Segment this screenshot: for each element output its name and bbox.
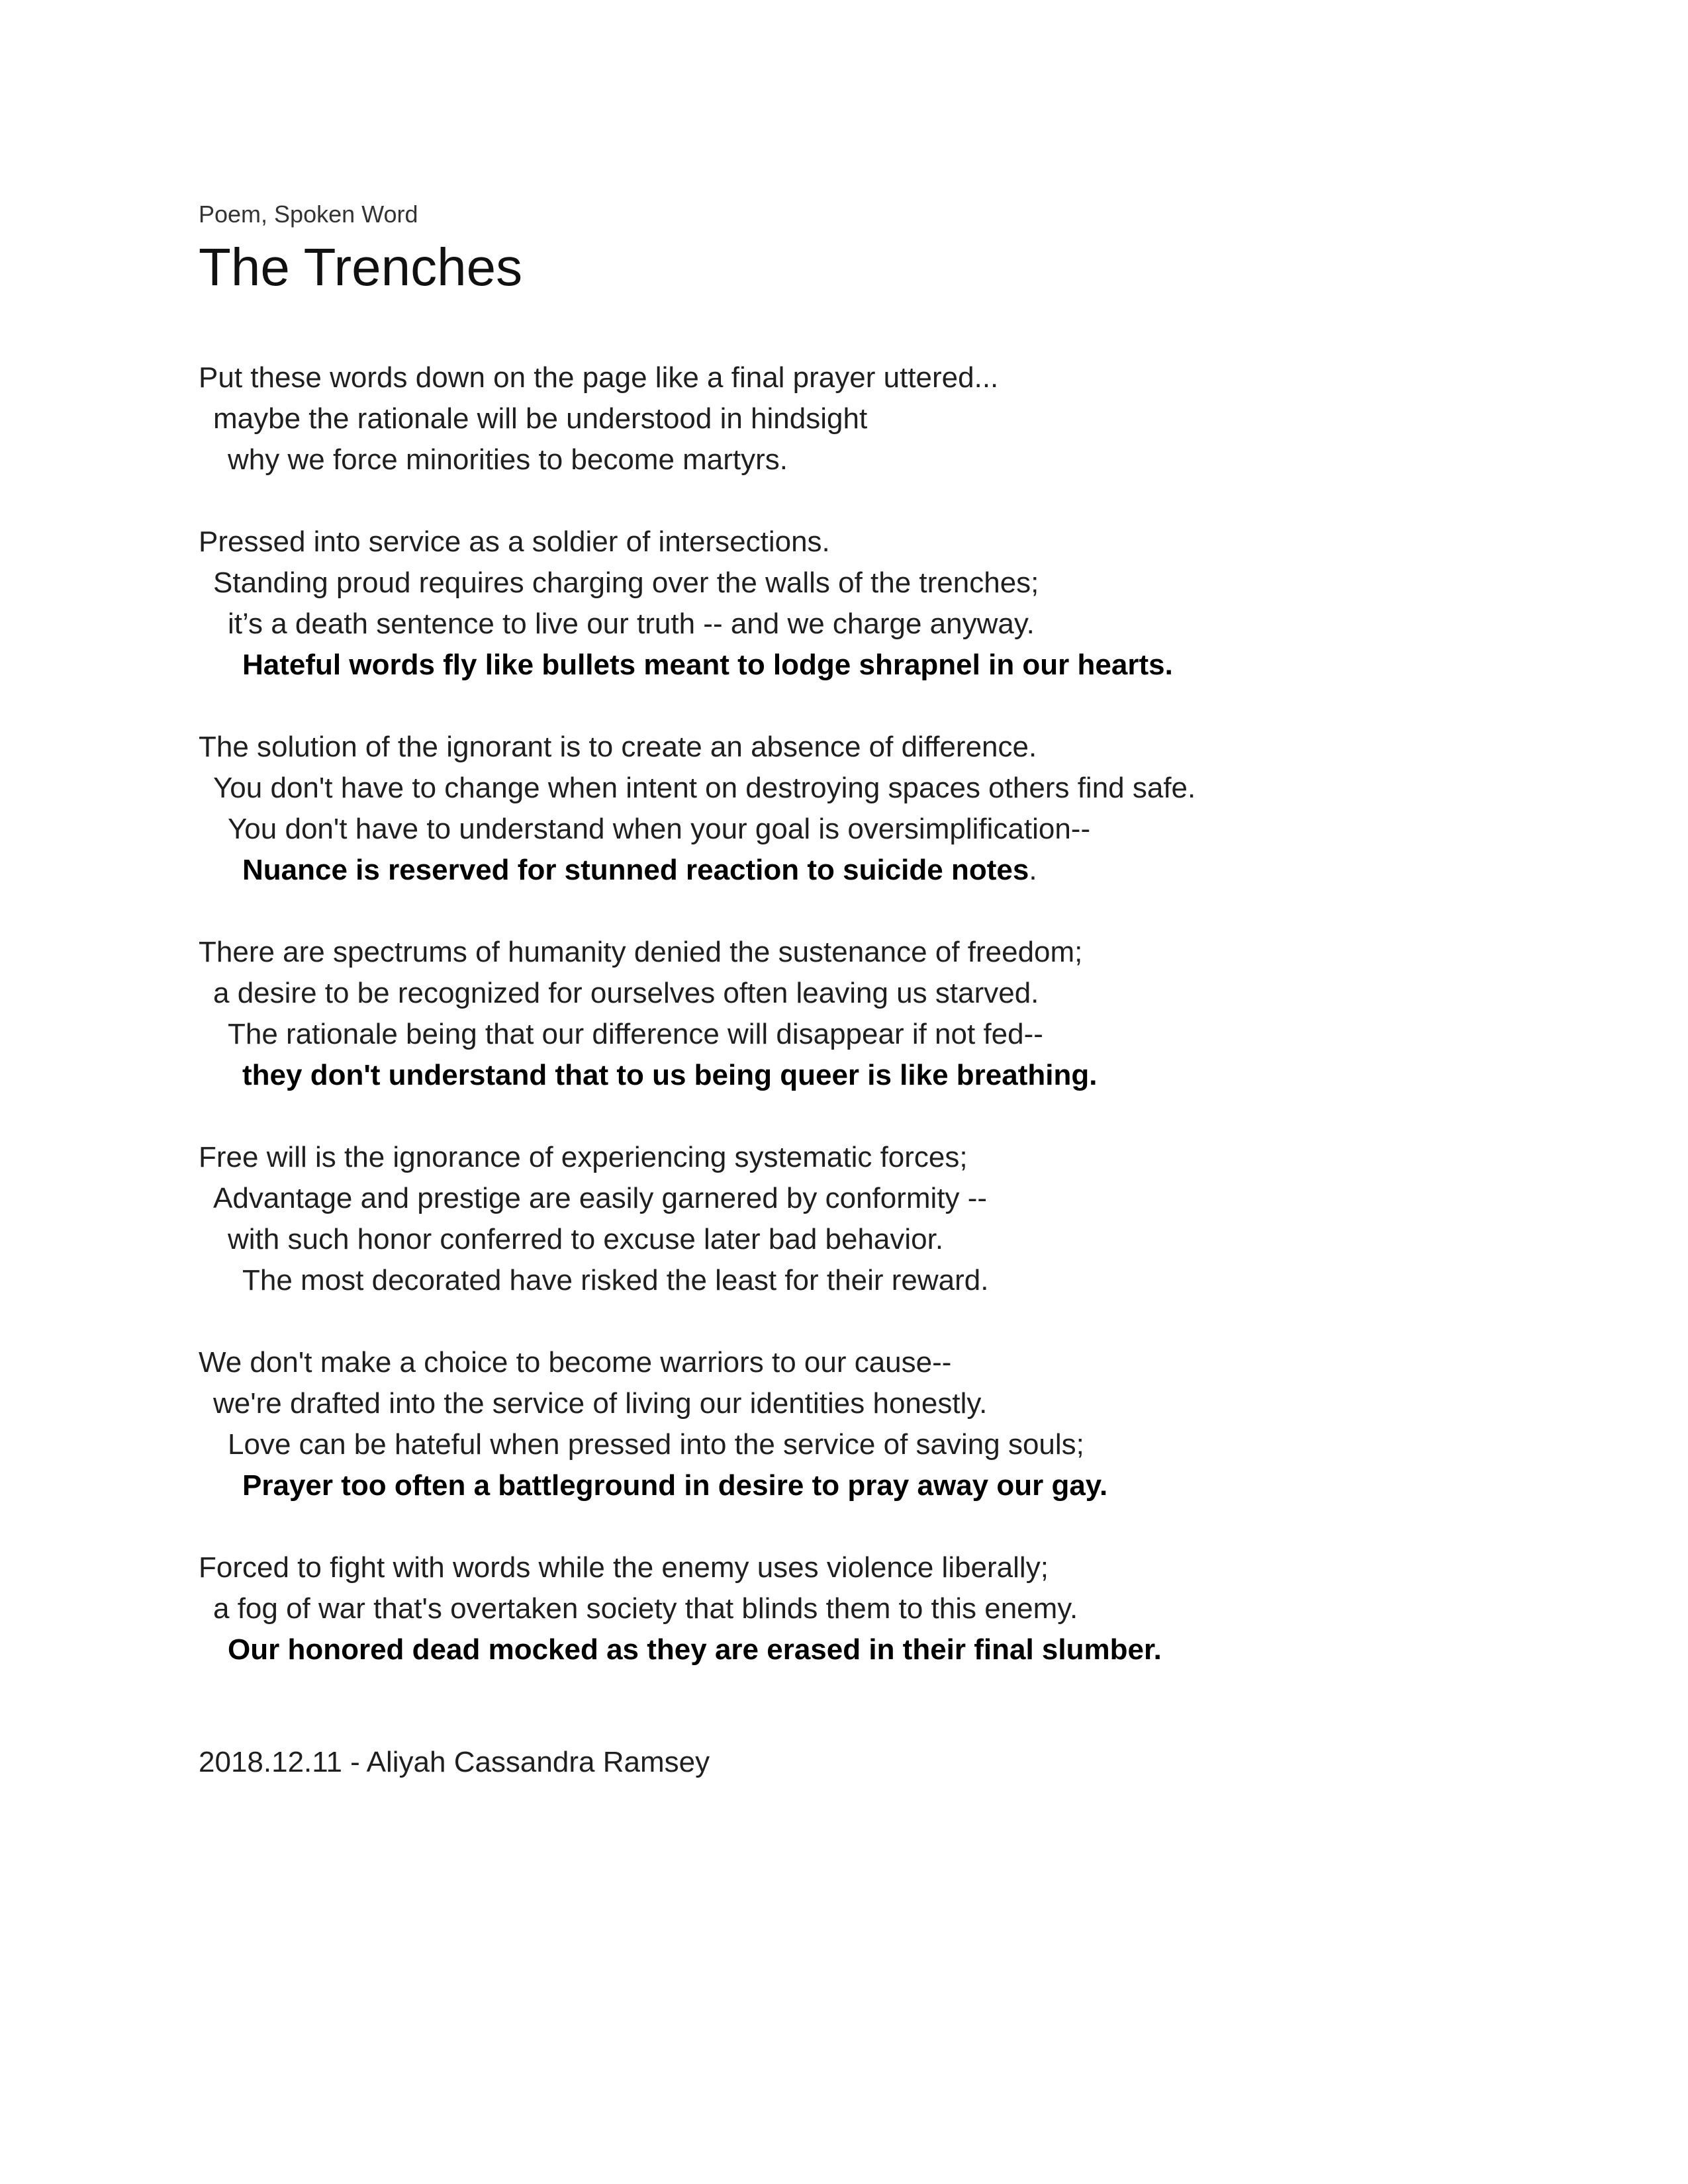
stanza-4 xyxy=(199,932,1523,1096)
poem-line: We don't make a choice to become warriors to our cause-- xyxy=(199,1346,952,1379)
stanza-2 xyxy=(199,522,1523,686)
poem-line: Pressed into service as a soldier of intersections. xyxy=(199,525,830,558)
poem-line-emphasis: Our honored dead mocked as they are erased in their final slumber. xyxy=(228,1633,1162,1666)
poem-line: You don't have to change when intent on destroying spaces others find safe. xyxy=(213,772,1196,804)
poem-line-emphasis: Prayer too often a battleground in desire to pray away our gay. xyxy=(242,1469,1108,1502)
stanza-1 xyxy=(199,357,1523,480)
stanza-3 xyxy=(199,727,1523,891)
document-page xyxy=(199,199,1523,1783)
poem-line-emphasis: Hateful words fly like bullets meant to lodge shrapnel in our hearts. xyxy=(242,649,1173,681)
signature-date-author: 2018.12.11 - Aliyah Cassandra Ramsey xyxy=(199,1746,710,1778)
poem-line: Advantage and prestige are easily garnered by conformity -- xyxy=(213,1182,988,1214)
stanza-7 xyxy=(199,1547,1523,1670)
poem-line: Free will is the ignorance of experiencing systematic forces; xyxy=(199,1141,968,1173)
poem-line: Love can be hateful when pressed into the service of saving souls; xyxy=(228,1428,1084,1461)
poem-line-suffix: . xyxy=(1029,854,1037,886)
poem-line: Put these words down on the page like a final prayer uttered... xyxy=(199,361,999,394)
poem-body xyxy=(199,357,1523,1670)
poem-line: maybe the rationale will be understood in hindsight xyxy=(213,402,868,435)
poem-line-emphasis: they don't understand that to us being queer is like breathing. xyxy=(242,1059,1098,1091)
poem-line: a desire to be recognized for ourselves often leaving us starved. xyxy=(213,977,1039,1009)
poem-line-mixed xyxy=(199,850,1523,891)
poem-line: The solution of the ignorant is to create an absence of difference. xyxy=(199,731,1037,763)
stanza-5 xyxy=(199,1137,1523,1301)
poem-line: with such honor conferred to excuse later bad behavior. xyxy=(228,1223,944,1255)
poem-line: The rationale being that our difference will disappear if not fed-- xyxy=(228,1018,1043,1050)
poem-title: The Trenches xyxy=(199,238,523,296)
stanza-6 xyxy=(199,1342,1523,1506)
poem-line: a fog of war that's overtaken society that blinds them to this enemy. xyxy=(213,1592,1078,1625)
poem-line: why we force minorities to become martyrs. xyxy=(228,443,788,476)
poem-line: The most decorated have risked the least for their reward. xyxy=(242,1264,989,1297)
poem-line: Standing proud requires charging over the walls of the trenches; xyxy=(213,567,1039,599)
poem-line: Forced to fight with words while the enemy uses violence liberally; xyxy=(199,1551,1049,1584)
poem-line: we're drafted into the service of living our identities honestly. xyxy=(213,1387,988,1420)
poem-line: You don't have to understand when your goal is oversimplification-- xyxy=(228,813,1091,845)
poem-line: There are spectrums of humanity denied the sustenance of freedom; xyxy=(199,936,1083,968)
poem-line-emphasis: Nuance is reserved for stunned reaction to suicide notes xyxy=(242,854,1029,886)
poem-line: it’s a death sentence to live our truth -- and we charge anyway. xyxy=(228,608,1035,640)
genre-label: Poem, Spoken Word xyxy=(199,201,418,228)
